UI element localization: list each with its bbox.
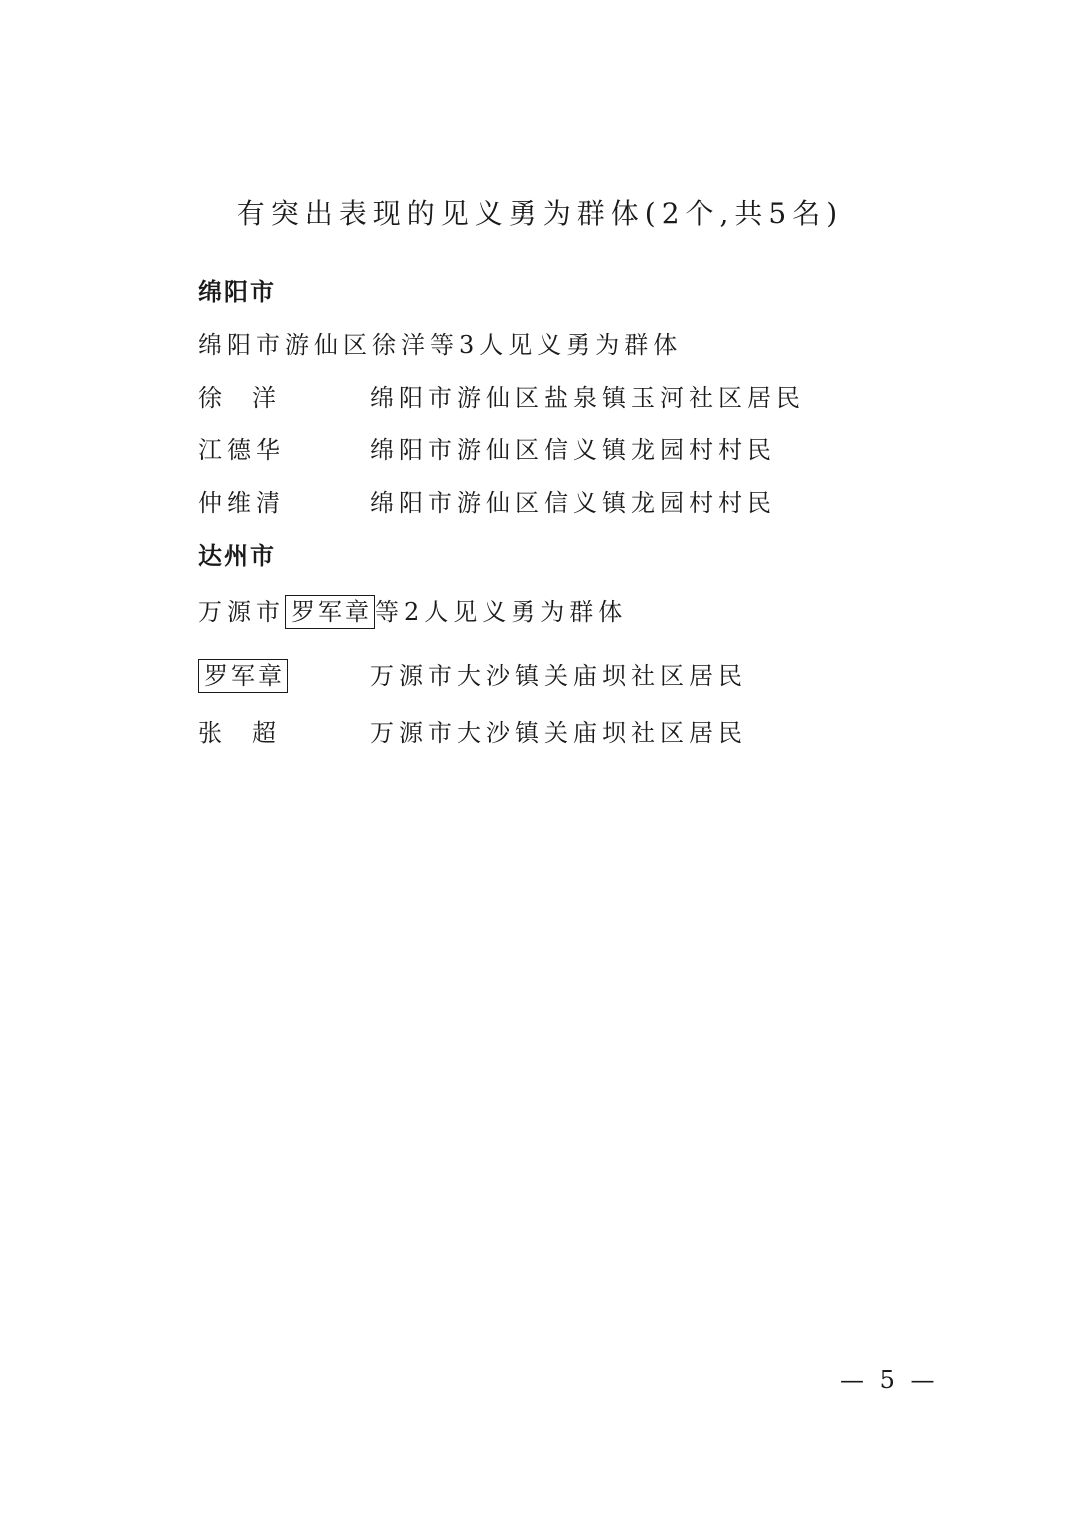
page-title: 有突出表现的见义勇为群体(2个,共5名)	[236, 197, 844, 230]
page-number: — 5 —	[840, 1366, 939, 1394]
boxed-name: 罗军章	[285, 595, 375, 629]
member-name: 张超	[198, 719, 306, 747]
member-address: 绵阳市游仙区信义镇龙园村村民	[370, 436, 776, 464]
member-name: 江德华	[198, 436, 285, 464]
group-title-dazhou	[198, 594, 627, 630]
group-title-suffix: 等2人见义勇为群体	[375, 598, 628, 626]
member-address: 绵阳市游仙区信义镇龙园村村民	[370, 489, 776, 517]
city-heading-dazhou: 达州市	[198, 542, 276, 570]
member-name: 仲维清	[198, 489, 285, 517]
member-name	[198, 658, 348, 694]
member-name: 徐洋	[198, 384, 306, 412]
group-title-mianyang	[198, 327, 682, 363]
member-address: 万源市大沙镇关庙坝社区居民	[370, 662, 747, 690]
member-address: 绵阳市游仙区盐泉镇玉河社区居民	[370, 384, 805, 412]
member-address: 万源市大沙镇关庙坝社区居民	[370, 719, 747, 747]
boxed-name: 罗军章	[198, 659, 288, 693]
group-title-text: 绵阳市游仙区徐洋等3人见义勇为群体	[198, 331, 683, 359]
city-heading-mianyang: 绵阳市	[198, 278, 276, 306]
group-title-prefix: 万源市	[198, 598, 285, 626]
